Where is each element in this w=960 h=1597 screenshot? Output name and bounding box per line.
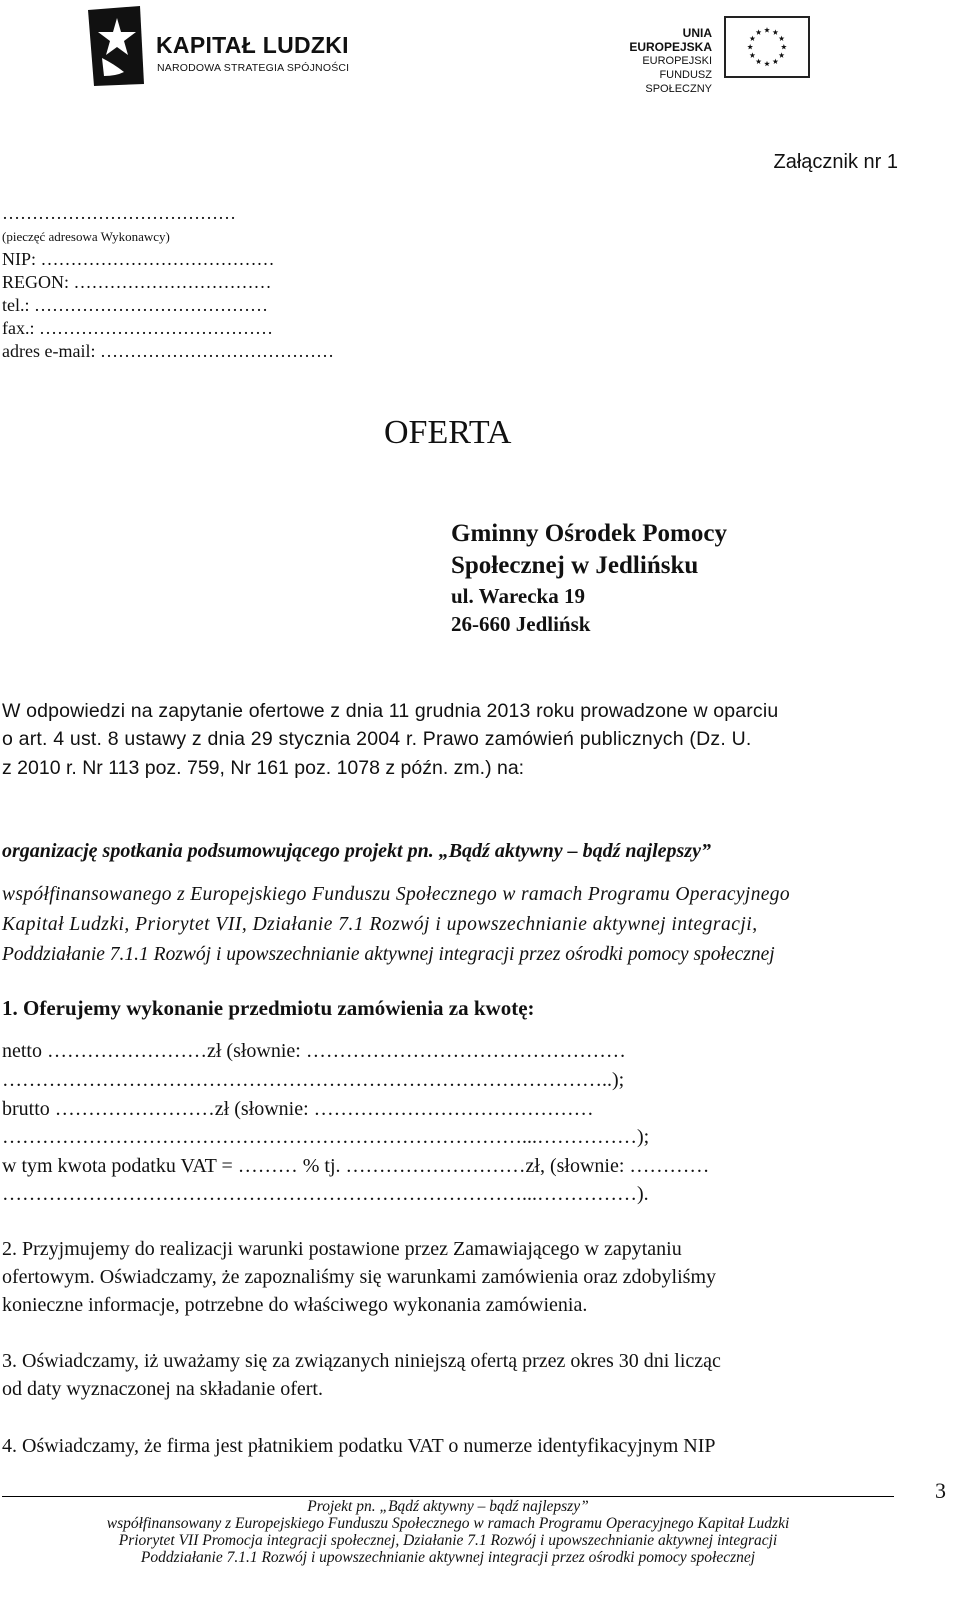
eu-star-icon bbox=[747, 44, 753, 49]
eu-star-icon bbox=[756, 29, 762, 34]
eu-star-icon bbox=[764, 27, 770, 32]
price-netto-words: ………………………………………………………………………………..); bbox=[2, 1069, 625, 1091]
fax-field: fax.: ………………………………… bbox=[2, 318, 273, 338]
kapital-ludzki-subtitle: NARODOWA STRATEGIA SPÓJNOŚCI bbox=[157, 62, 350, 74]
eu-star-icon bbox=[779, 52, 785, 57]
section2-line1: 2. Przyjmujemy do realizacji warunki postawione przez Zamawiającego w zapytaniu bbox=[2, 1238, 682, 1260]
stamp-label: (pieczęć adresowa Wykonawcy) bbox=[2, 229, 170, 244]
stamp-dots: ………………………………… bbox=[2, 203, 236, 223]
section1-heading: 1. Oferujemy wykonanie przedmiotu zamówienia za kwotę: bbox=[2, 996, 535, 1020]
nip-field: NIP: ………………………………… bbox=[2, 249, 275, 269]
contractor-stamp-block bbox=[2, 202, 334, 363]
section4-line1: 4. Oświadczamy, że firma jest płatnikiem podatku VAT o numerze identyfikacyjnym NIP bbox=[2, 1435, 716, 1457]
section3-line1: 3. Oświadczamy, iż uważamy się za związanych niniejszą ofertą przez okres 30 dni licząc bbox=[2, 1350, 721, 1372]
page-footer bbox=[2, 1498, 894, 1566]
kapital-ludzki-star-icon bbox=[84, 6, 150, 86]
eu-star-icon bbox=[764, 61, 770, 66]
order-subject: organizację spotkania podsumowującego projekt pn. „Bądź aktywny – bądź najlepszy” bbox=[2, 840, 711, 862]
footer-divider bbox=[2, 1496, 894, 1497]
recipient-postcode: 26-660 Jedlińsk bbox=[451, 612, 591, 636]
eu-logo-line2: EUROPEJSKI bbox=[642, 55, 712, 67]
eu-star-icon bbox=[779, 36, 785, 41]
cofinance-line3: Poddziałanie 7.1.1 Rozwój i upowszechnianie aktywnej integracji przez ośrodki pomocy społecznej bbox=[2, 944, 775, 965]
price-netto: netto ……………………zł (słownie: ………………………………………… bbox=[2, 1040, 626, 1062]
section3-line2: od daty wyznaczonej na składanie ofert. bbox=[2, 1378, 323, 1400]
eu-star-icon bbox=[781, 44, 787, 49]
attachment-label: Załącznik nr 1 bbox=[773, 151, 898, 173]
cofinance-line1: współfinansowanego z Europejskiego Funduszu Społecznego w ramach Programu Operacyjnego bbox=[2, 884, 790, 905]
intro-line3: z 2010 r. Nr 113 poz. 759, Nr 161 poz. 1078 z późn. zm.) na: bbox=[2, 757, 525, 779]
price-brutto-words: ……………………………………………………………………...……………); bbox=[2, 1126, 650, 1148]
footer-line2: współfinansowany z Europejskiego Funduszu Społecznego w ramach Programu Operacyjnego Kapitał Ludzki bbox=[106, 1515, 790, 1532]
recipient-street: ul. Warecka 19 bbox=[451, 584, 585, 608]
regon-field: REGON: …………………………… bbox=[2, 272, 272, 292]
footer-line3: Priorytet VII Promocja integracji społecznej, Działanie 7.1 Rozwój i upowszechnianie aktywnej integracji bbox=[118, 1532, 778, 1549]
cofinance-line2: Kapitał Ludzki, Priorytet VII, Działanie 7.1 Rozwój i upowszechnianie aktywnej integracji, bbox=[2, 914, 758, 935]
recipient-line1: Gminny Ośrodek Pomocy bbox=[451, 520, 727, 547]
eu-star-icon bbox=[750, 52, 756, 57]
vat-amount: w tym kwota podatku VAT = ……… % tj. ………………………zł, (słownie: ………… bbox=[2, 1155, 710, 1177]
kapital-ludzki-logo bbox=[84, 6, 384, 92]
eu-star-icon bbox=[756, 59, 762, 64]
eu-flag-icon bbox=[724, 16, 810, 78]
eu-logo-line3: FUNDUSZ SPOŁECZNY bbox=[645, 69, 712, 95]
section2-line3: konieczne informacje, potrzebne do właściwego wykonania zamówienia. bbox=[2, 1294, 588, 1316]
price-brutto: brutto ……………………zł (słownie: …………………………………… bbox=[2, 1098, 594, 1120]
eu-logo-text bbox=[600, 26, 712, 96]
footer-line1: Projekt pn. „Bądź aktywny – bądź najlepszy” bbox=[307, 1498, 589, 1515]
kapital-ludzki-name: KAPITAŁ LUDZKI bbox=[156, 32, 349, 58]
eu-logo-line1: UNIA EUROPEJSKA bbox=[629, 26, 712, 54]
eu-star-icon bbox=[773, 29, 779, 34]
recipient-block bbox=[451, 518, 727, 638]
recipient-line2: Społecznej w Jedlińsku bbox=[451, 552, 699, 579]
footer-line4: Poddziałanie 7.1.1 Rozwój i upowszechnianie aktywnej integracji przez ośrodki pomocy społecznej bbox=[140, 1549, 756, 1566]
eu-star-icon bbox=[773, 59, 779, 64]
document-title: OFERTA bbox=[384, 414, 512, 451]
eu-star-icon bbox=[750, 36, 756, 41]
vat-amount-words: ……………………………………………………………………...……………). bbox=[2, 1183, 649, 1205]
email-field: adres e-mail: ………………………………… bbox=[2, 341, 334, 361]
intro-line2: o art. 4 ust. 8 ustawy z dnia 29 stycznia 2004 r. Prawo zamówień publicznych (Dz. U. bbox=[2, 728, 752, 750]
eu-logo bbox=[600, 14, 824, 95]
intro-line1: W odpowiedzi na zapytanie ofertowe z dnia 11 grudnia 2013 roku prowadzone w oparciu bbox=[2, 700, 779, 722]
section2-line2: ofertowym. Oświadczamy, że zapoznaliśmy się warunkami zamówienia oraz zdobyliśmy bbox=[2, 1266, 717, 1288]
tel-field: tel.: ………………………………… bbox=[2, 295, 268, 315]
page-number: 3 bbox=[935, 1478, 946, 1503]
